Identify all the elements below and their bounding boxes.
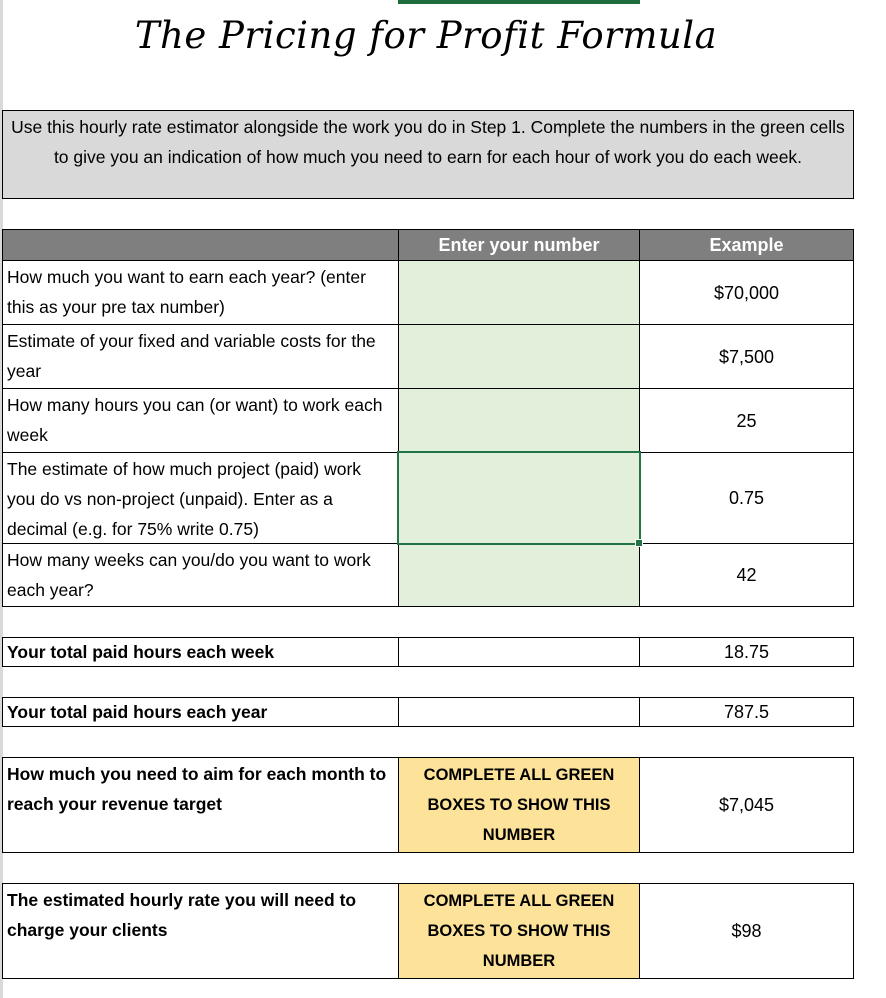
input-weeks-per-year[interactable]: [398, 544, 640, 607]
input-costs[interactable]: [398, 325, 640, 389]
row-label-weeks-per-year: How many weeks can you/do you want to work each year?: [2, 544, 399, 607]
example-costs: $7,500: [639, 325, 854, 389]
header-enter-your-number: Enter your number: [398, 229, 640, 261]
input-annual-earnings[interactable]: [398, 261, 640, 325]
page-title: The Pricing for Profit Formula: [134, 14, 718, 57]
result-weekly-paid-hours: [398, 637, 640, 667]
label-weekly-paid-hours: Your total paid hours each week: [2, 637, 399, 667]
cell-selection: [397, 451, 641, 545]
example-hourly-rate: $98: [639, 883, 854, 979]
row-label-project-ratio: The estimate of how much project (paid) work you do vs non-project (unpaid). Enter as a decimal (e.g. for 75% write 0.75): [2, 453, 399, 544]
example-monthly-revenue: $7,045: [639, 757, 854, 853]
example-yearly-paid-hours: 787.5: [639, 697, 854, 727]
label-yearly-paid-hours: Your total paid hours each year: [2, 697, 399, 727]
input-weekly-hours[interactable]: [398, 389, 640, 453]
header-example: Example: [639, 229, 854, 261]
result-yearly-paid-hours: [398, 697, 640, 727]
example-weekly-hours: 25: [639, 389, 854, 453]
label-monthly-revenue: How much you need to aim for each month to reach your revenue target: [2, 757, 399, 853]
example-weekly-paid-hours: 18.75: [639, 637, 854, 667]
row-label-costs: Estimate of your fixed and variable costs for the year: [2, 325, 399, 389]
example-project-ratio: 0.75: [639, 453, 854, 544]
active-column-indicator: [398, 0, 640, 4]
example-weeks-per-year: 42: [639, 544, 854, 607]
row-label-weekly-hours: How many hours you can (or want) to work each week: [2, 389, 399, 453]
result-monthly-revenue: COMPLETE ALL GREEN BOXES TO SHOW THIS NUMBER: [398, 757, 640, 853]
fill-handle[interactable]: [635, 539, 643, 547]
intro-text: Use this hourly rate estimator alongside the work you do in Step 1. Complete the numbers in the green cells to give you an indication of how much you need to earn for each hour of work you do each week.: [2, 110, 854, 199]
header-blank: [2, 229, 399, 261]
row-label-annual-earnings: How much you want to earn each year? (enter this as your pre tax number): [2, 261, 399, 325]
label-hourly-rate: The estimated hourly rate you will need to charge your clients: [2, 883, 399, 979]
example-annual-earnings: $70,000: [639, 261, 854, 325]
result-hourly-rate: COMPLETE ALL GREEN BOXES TO SHOW THIS NUMBER: [398, 883, 640, 979]
